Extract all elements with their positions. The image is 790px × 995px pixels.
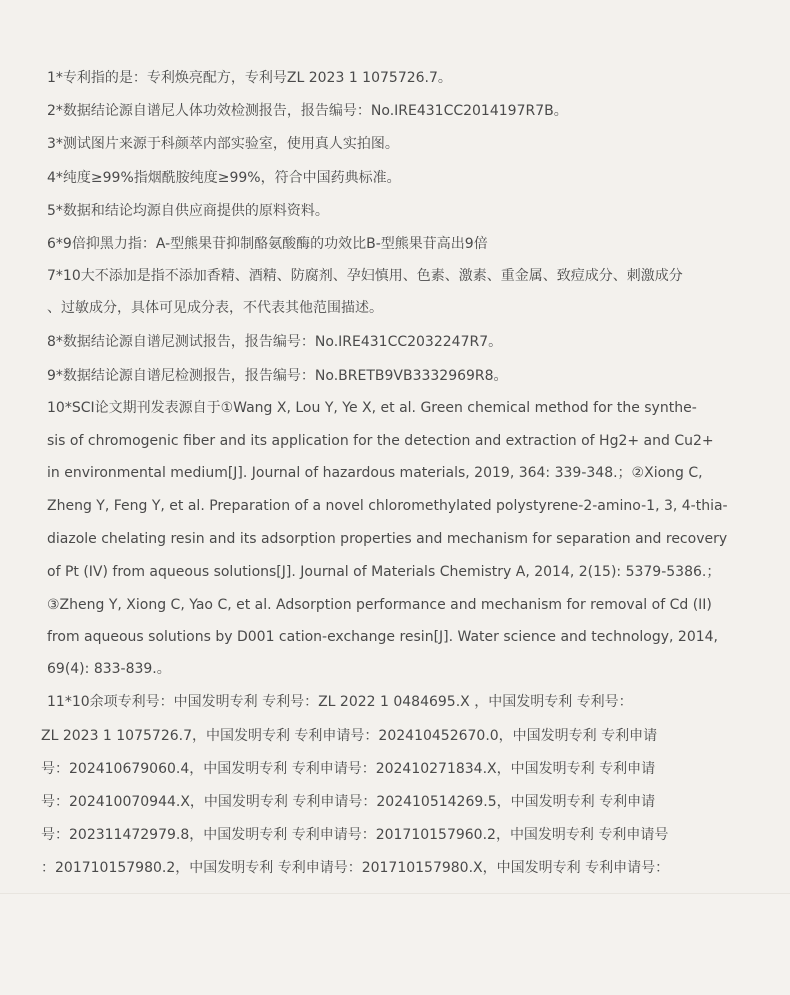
note-line: 69(4): 833-839.。 [47,661,171,677]
note-line: 9*数据结论源自谱尼检测报告，报告编号：No.BRETB9VB3332969R8。 [47,368,508,384]
note-line: from aqueous solutions by D001 cation-exchange resin[J]. Water science and technology, 2014, [47,629,718,645]
note-line: diazole chelating resin and its adsorption properties and mechanism for separation and recovery [47,531,728,547]
note-line: sis of chromogenic fiber and its application for the detection and extraction of Hg2+ and Cu2+ [47,433,714,449]
note-line: 、过敏成分，具体可见成分表，不代表其他范围描述。 [47,300,383,316]
note-line: in environmental medium[J]. Journal of hazardous materials, 2019, 364: 339-348.；②Xiong C, [47,465,703,481]
note-line: 11*10余项专利号：中国发明专利 专利号：ZL 2022 1 0484695.X ，中国发明专利 专利号： [47,694,633,710]
note-line: 号：202410070944.X，中国发明专利 专利申请号：202410514269.5，中国发明专利 专利申请 [41,794,656,810]
note-line: 4*纯度≥99%指烟酰胺纯度≥99%，符合中国药典标准。 [47,170,401,186]
note-line: 7*10大不添加是指不添加香精、酒精、防腐剂、孕妇慎用、色素、激素、重金属、致痘成分、刺激成分 [47,268,683,284]
note-line: 2*数据结论源自谱尼人体功效检测报告，报告编号：No.IRE431CC2014197R7B。 [47,103,568,119]
note-line: ：201710157980.2，中国发明专利 专利申请号：201710157980.X，中国发明专利 专利申请号： [41,860,670,876]
note-line: 3*测试图片来源于科颜萃内部实验室，使用真人实拍图。 [47,136,399,152]
note-line: 5*数据和结论均源自供应商提供的原料资料。 [47,203,329,219]
note-line: 6*9倍抑黑力指：A-型熊果苷抑制酪氨酸酶的功效比B-型熊果苷高出9倍 [47,236,488,252]
note-line: of Pt (IV) from aqueous solutions[J]. Journal of Materials Chemistry A, 2014, 2(15): 5379-5386.； [47,564,721,580]
note-line: 1*专利指的是：专利焕亮配方，专利号ZL 2023 1 1075726.7。 [47,70,452,86]
note-line: 8*数据结论源自谱尼测试报告，报告编号：No.IRE431CC2032247R7。 [47,334,503,350]
note-line: ZL 2023 1 1075726.7，中国发明专利 专利申请号：202410452670.0，中国发明专利 专利申请 [41,728,658,744]
note-line: 号：202311472979.8，中国发明专利 专利申请号：201710157960.2，中国发明专利 专利申请号 [41,827,669,843]
note-line: Zheng Y, Feng Y, et al. Preparation of a novel chloromethylated polystyrene-2-amino-1, 3, 4-thia- [47,498,728,514]
note-line: ③Zheng Y, Xiong C, Yao C, et al. Adsorption performance and mechanism for removal of Cd (II) [47,597,712,613]
note-line: 号：202410679060.4，中国发明专利 专利申请号：202410271834.X，中国发明专利 专利申请 [41,761,656,777]
note-line: 10*SCI论文期刊发表源自于①Wang X, Lou Y, Ye X, et al. Green chemical method for the synthe- [47,400,697,416]
